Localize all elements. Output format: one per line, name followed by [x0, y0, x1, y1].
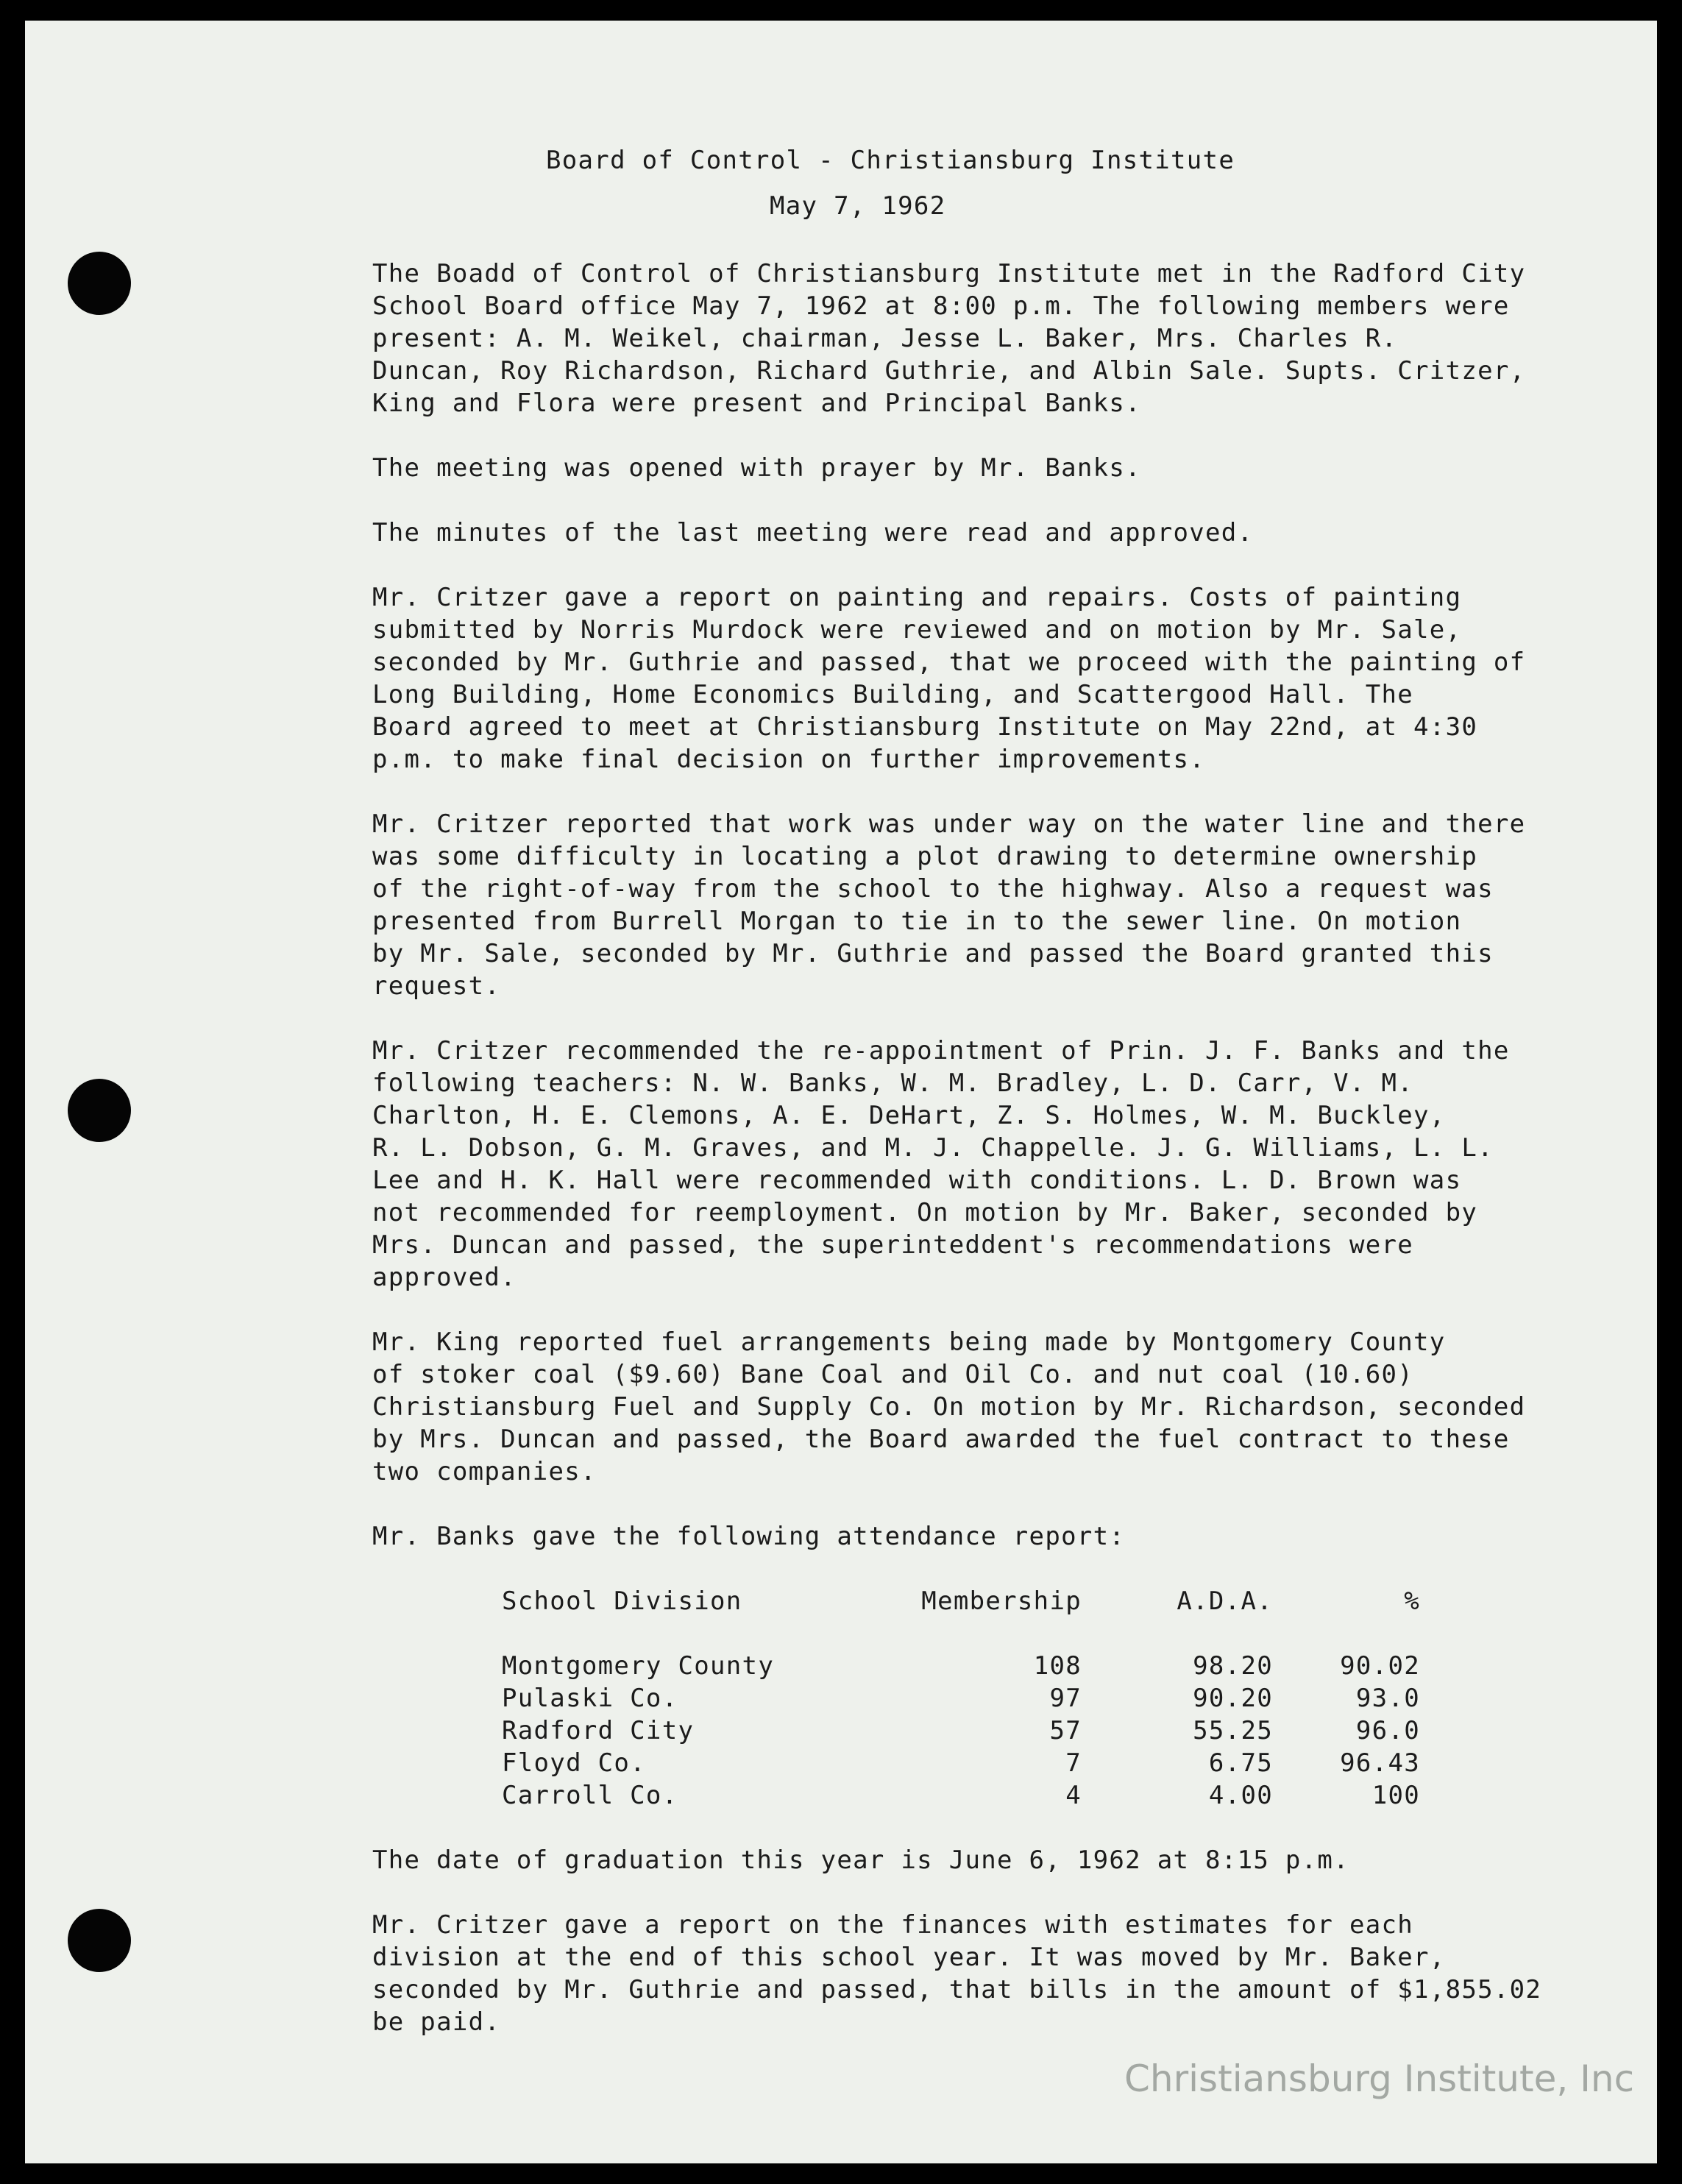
table-cell: 90.02	[1340, 1651, 1420, 1681]
document-body	[372, 258, 1564, 2071]
table-cell: 57	[1049, 1716, 1082, 1745]
table-cell: 100	[1371, 1781, 1420, 1810]
table-cell: 90.20	[1193, 1684, 1273, 1713]
paragraph-graduation: The date of graduation this year is June 6, 1962 at 8:15 p.m.	[372, 1846, 1349, 1875]
table-cell: 93.0	[1355, 1684, 1420, 1713]
punch-hole	[68, 1079, 131, 1142]
paragraph-teachers: Mr. Critzer recommended the re-appointment of Prin. J. F. Banks and the following teachers: N. W. Banks, W. M. Bradley, L. D. Carr, V. M. Charlton, H. E. Clemons, A. E. DeHart, Z. S. Holmes, W. M. Buckley, R. L. Dobson, G. M. Graves, and M. J. Chappelle. J. G. Williams, L. L. Lee and H. K. Hall were recommended with conditions. L. D. Brown was not recommended for reemployment. On motion by Mr. Baker, seconded by Mrs. Duncan and passed, the superinteddent's recommendations were approved.	[372, 1036, 1510, 1292]
table-cell: 96.0	[1355, 1716, 1420, 1745]
table-cell: 4.00	[1208, 1781, 1273, 1810]
paragraph-water-line: Mr. Critzer reported that work was under way on the water line and there was some difficulty in locating a plot drawing to determine ownership of the right-of-way from the school to the highway. Also a request was presented from Burrell Morgan to tie in to the sewer line. On motion by Mr. Sale, seconded by Mr. Guthrie and passed the Board granted this request.	[372, 809, 1526, 1001]
table-row	[502, 1779, 1420, 1812]
table-row	[502, 1682, 1420, 1715]
table-cell: Radford City	[502, 1716, 695, 1745]
punch-hole	[68, 1909, 131, 1972]
table-cell: Carroll Co.	[502, 1781, 678, 1810]
paragraph-fuel: Mr. King reported fuel arrangements being made by Montgomery County of stoker coal ($9.60) Bane Coal and Oil Co. and nut coal (10.60) Christiansburg Fuel and Supply Co. On motion by Mr. Richardson, seconded by Mrs. Duncan and passed, the Board awarded the fuel contract to these two companies.	[372, 1327, 1526, 1486]
column-header: School Division	[502, 1586, 742, 1616]
table-cell: 108	[1033, 1651, 1082, 1681]
document-date: May 7, 1962	[770, 191, 946, 221]
paragraph-painting: Mr. Critzer gave a report on painting and repairs. Costs of painting submitted by Norris Murdock were reviewed and on motion by Mr. Sale, seconded by Mr. Guthrie and passed, that we proceed with the painting of Long Building, Home Economics Building, and Scattergood Hall. The Board agreed to meet at Christiansburg Institute on May 22nd, at 4:30 p.m. to make final decision on further improvements.	[372, 583, 1526, 774]
table-cell: 98.20	[1193, 1651, 1273, 1681]
watermark: Christiansburg Institute, Inc	[1124, 2057, 1635, 2100]
table-row	[502, 1747, 1420, 1779]
table-cell: Floyd Co.	[502, 1748, 646, 1778]
attendance-table	[502, 1585, 1420, 1812]
column-header: Membership	[921, 1586, 1082, 1616]
table-cell: 96.43	[1340, 1748, 1420, 1778]
table-cell: Montgomery County	[502, 1651, 775, 1681]
table-cell: 7	[1065, 1748, 1082, 1778]
column-header: %	[1404, 1586, 1420, 1616]
table-row	[502, 1650, 1420, 1682]
paragraph-finances: Mr. Critzer gave a report on the finances with estimates for each division at the end of this school year. It was moved by Mr. Baker, seconded by Mr. Guthrie and passed, that bills in the amount of $1,855.02 be paid.	[372, 1910, 1542, 2037]
table-cell: Pulaski Co.	[502, 1684, 678, 1713]
column-header: A.D.A.	[1177, 1586, 1273, 1616]
punch-hole	[68, 252, 131, 315]
paragraph-attendance-intro: Mr. Banks gave the following attendance report:	[372, 1522, 1126, 1551]
document-title: Board of Control - Christiansburg Institute	[546, 146, 1235, 175]
table-cell: 4	[1065, 1781, 1082, 1810]
table-cell: 55.25	[1193, 1716, 1273, 1745]
paragraph-prayer: The meeting was opened with prayer by Mr. Banks.	[372, 453, 1141, 483]
table-header-row	[502, 1585, 1420, 1650]
table-cell: 97	[1049, 1684, 1082, 1713]
paragraph-minutes: The minutes of the last meeting were read and approved.	[372, 518, 1254, 547]
table-cell: 6.75	[1208, 1748, 1273, 1778]
table-row	[502, 1715, 1420, 1747]
paragraph-attendance-members: The Boadd of Control of Christiansburg Institute met in the Radford City School Board office May 7, 1962 at 8:00 p.m. The following members were present: A. M. Weikel, chairman, Jesse L. Baker, Mrs. Charles R. Duncan, Roy Richardson, Richard Guthrie, and Albin Sale. Supts. Critzer, King and Flora were present and Principal Banks.	[372, 259, 1526, 418]
